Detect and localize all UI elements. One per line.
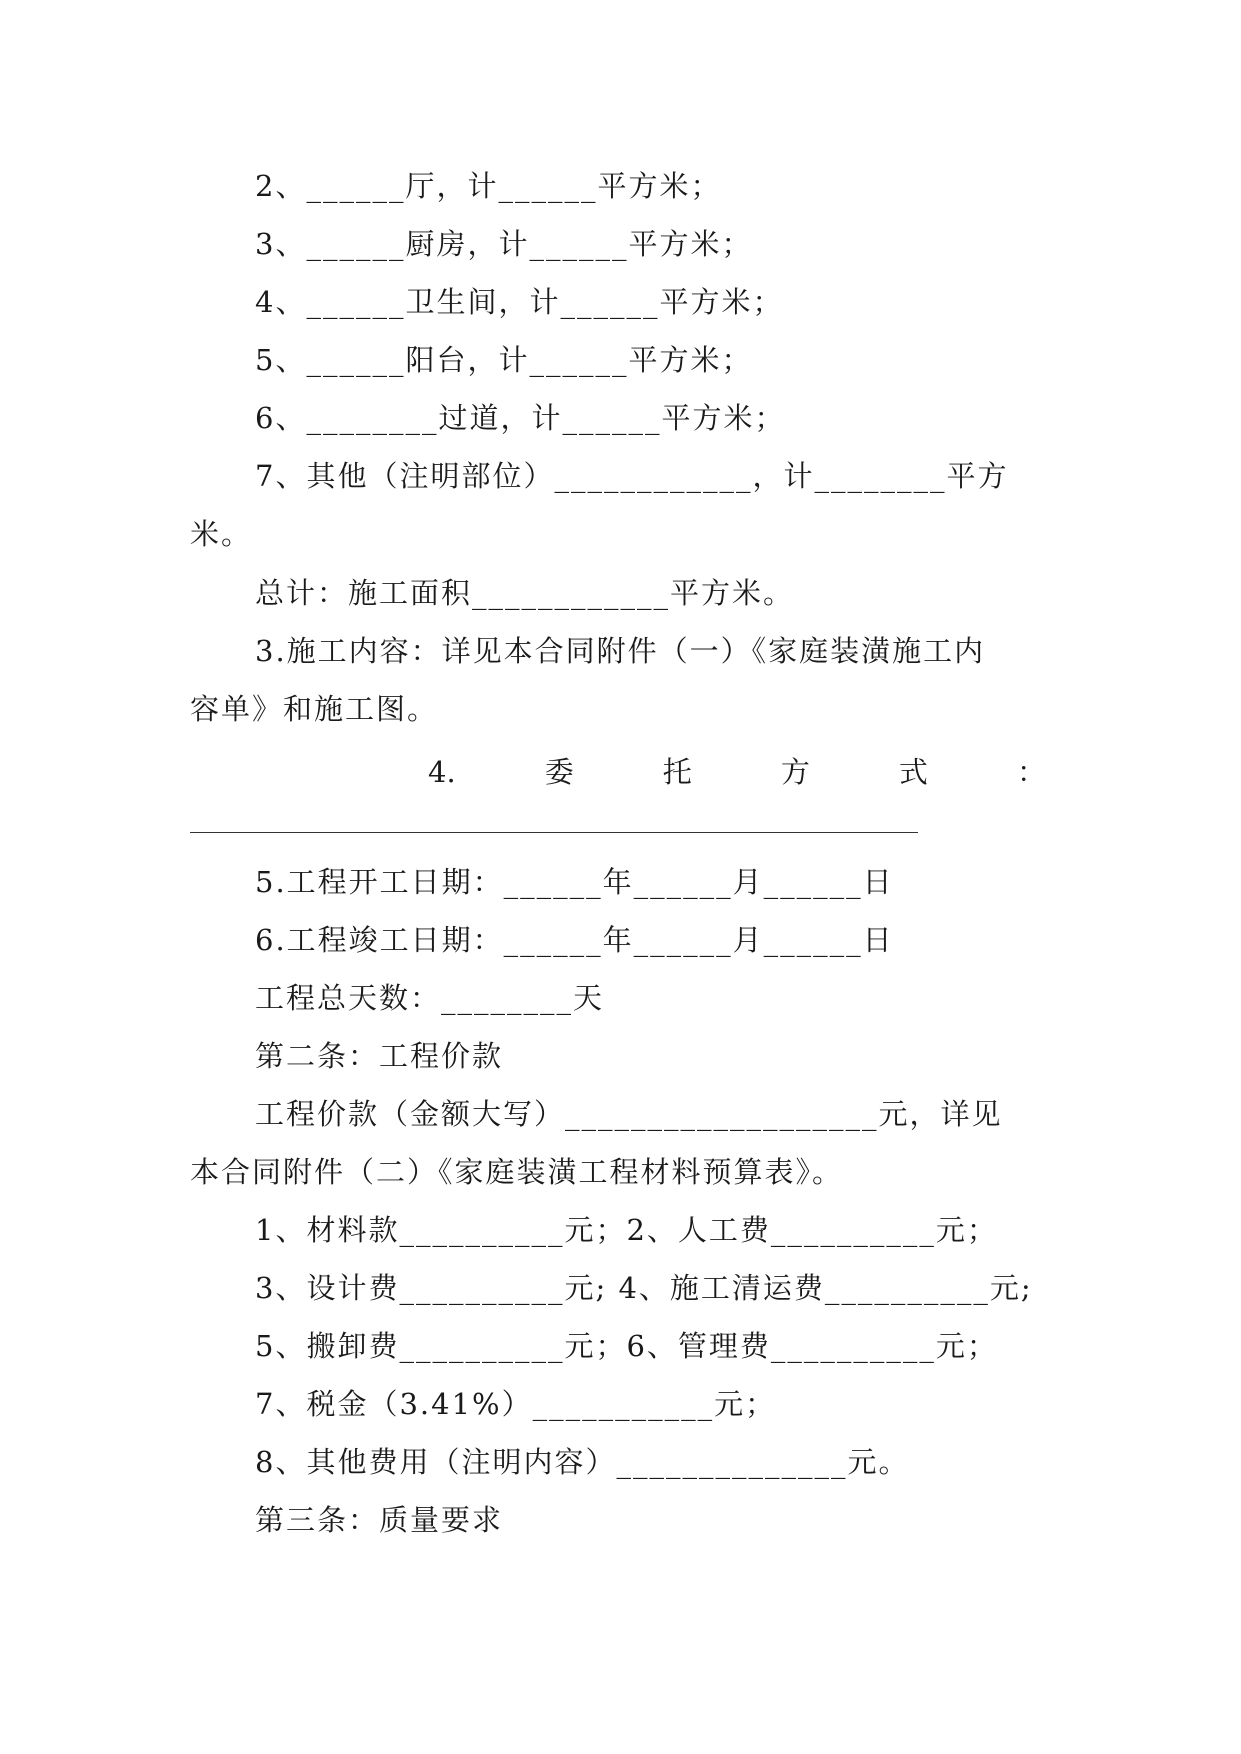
text-line: 本合同附件（二）《家庭装潢工程材料预算表》。 bbox=[190, 1155, 844, 1189]
text-line: 1、材料款__________元；2、人工费__________元； bbox=[255, 1213, 998, 1247]
text-line: 容单》和施工图。 bbox=[190, 692, 439, 726]
entrust-part: 托 bbox=[662, 755, 692, 789]
text-line: 8、其他费用（注明内容）______________元。 bbox=[255, 1445, 910, 1479]
text-line: 工程总天数：________天 bbox=[255, 981, 605, 1015]
section-heading: 第二条：工程价款 bbox=[255, 1039, 504, 1073]
entrust-method-line bbox=[428, 752, 1046, 792]
text-line: 2、______厅，计______平方米； bbox=[255, 169, 722, 203]
text-line: 6.工程竣工日期：______年______月______日 bbox=[255, 923, 894, 957]
blank-underline bbox=[190, 832, 918, 833]
text-line: 7、其他（注明部位）____________，计________平方 bbox=[255, 459, 1009, 493]
entrust-part: 4. bbox=[428, 755, 456, 789]
text-line: 5.工程开工日期：______年______月______日 bbox=[255, 865, 894, 899]
section-heading: 第三条：质量要求 bbox=[255, 1503, 504, 1537]
text-line: 3.施工内容：详见本合同附件（一）《家庭装潢施工内 bbox=[255, 634, 986, 668]
text-line: 7、税金（3.41%）___________元； bbox=[255, 1387, 777, 1421]
text-line: 3、设计费__________元; 4、施工清运费__________元; bbox=[255, 1271, 1033, 1305]
entrust-part: 方 bbox=[780, 755, 810, 789]
text-line: 米。 bbox=[190, 517, 253, 551]
text-line: 3、______厨房，计______平方米； bbox=[255, 227, 753, 261]
entrust-part: 式 bbox=[898, 755, 928, 789]
entrust-part: ： bbox=[1016, 755, 1046, 789]
text-line: 总计：施工面积____________平方米。 bbox=[255, 576, 795, 610]
text-line: 4、______卫生间，计______平方米； bbox=[255, 285, 784, 319]
entrust-part: 委 bbox=[544, 755, 574, 789]
text-line: 5、______阳台，计______平方米； bbox=[255, 343, 753, 377]
text-line: 6、________过道，计______平方米； bbox=[255, 401, 786, 435]
text-line: 工程价款（金额大写）___________________元，详见 bbox=[255, 1097, 1003, 1131]
text-line: 5、搬卸费__________元；6、管理费__________元； bbox=[255, 1329, 998, 1363]
